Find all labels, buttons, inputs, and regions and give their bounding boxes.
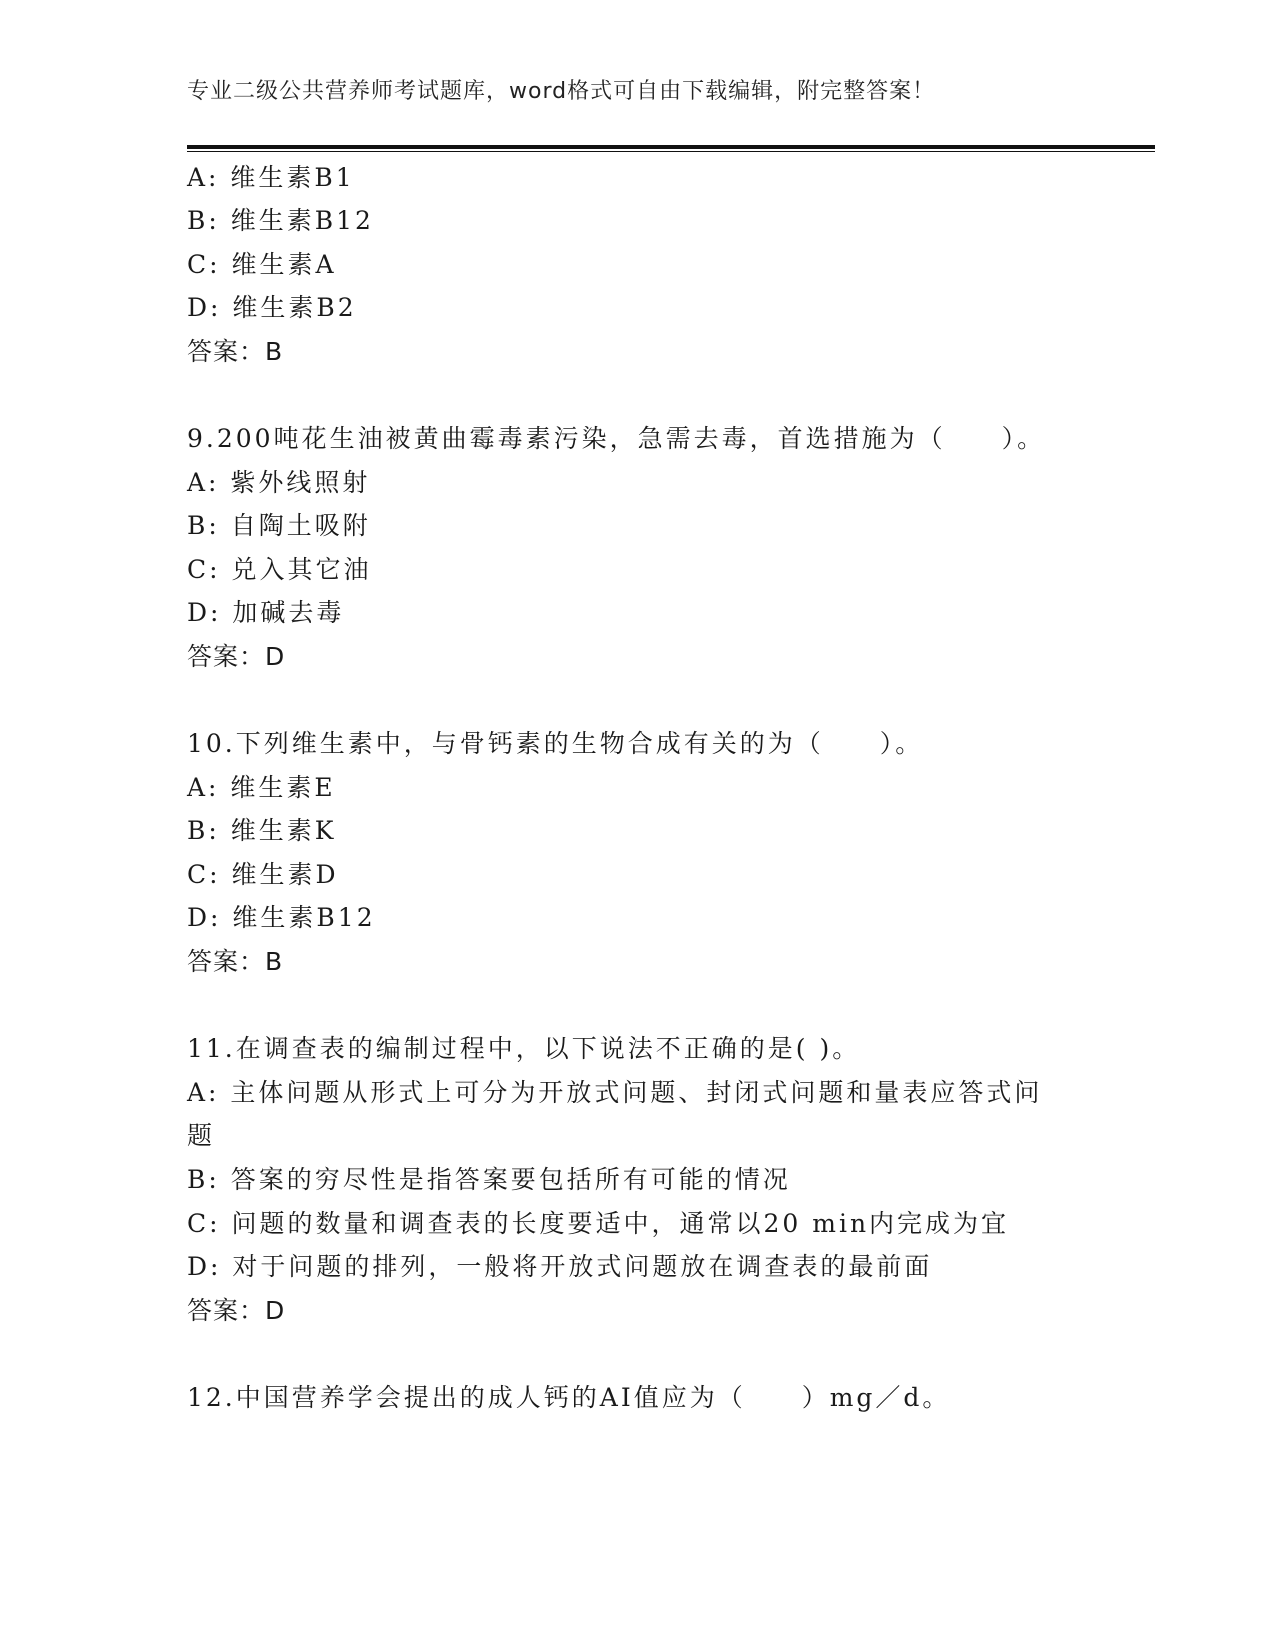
header-rule-thick [187, 145, 1155, 149]
q8-option-a: A: 维生素B1 [187, 163, 355, 192]
q8-answer: 答案：B [187, 337, 284, 366]
header-rule-thin [187, 151, 1155, 152]
q9-option-c: C: 兑入其它油 [187, 555, 372, 584]
q10-option-a: A: 维生素E [187, 773, 336, 802]
q12-question: 12.中国营养学会提出的成人钙的AI值应为（ ）mg／d。 [187, 1383, 951, 1412]
q10-answer: 答案：B [187, 947, 284, 976]
q8-option-d: D: 维生素B2 [187, 293, 357, 322]
q9-option-d: D: 加碱去毒 [187, 598, 345, 627]
q9-answer: 答案：D [187, 642, 286, 671]
q8-option-b: B: 维生素B12 [187, 206, 374, 235]
q11-answer: 答案：D [187, 1296, 286, 1325]
q9-option-b: B: 自陶土吸附 [187, 511, 371, 540]
q8-option-c: C: 维生素A [187, 250, 337, 279]
q9-question: 9.200吨花生油被黄曲霉毒素污染，急需去毒，首选措施为（ ）。 [187, 424, 1046, 453]
q11-option-a-line1: A: 主体问题从形式上可分为开放式问题、封闭式问题和量表应答式问 [187, 1078, 1043, 1107]
q11-option-c: C: 问题的数量和调查表的长度要适中，通常以20 min内完成为宜 [187, 1209, 1010, 1238]
q11-option-b: B: 答案的穷尽性是指答案要包括所有可能的情况 [187, 1165, 791, 1194]
q10-question: 10.下列维生素中，与骨钙素的生物合成有关的为（ ）。 [187, 729, 924, 758]
q10-option-c: C: 维生素D [187, 860, 339, 889]
q10-option-b: B: 维生素K [187, 816, 337, 845]
page-header: 专业二级公共营养师考试题库，word格式可自由下载编辑，附完整答案！ [187, 79, 936, 104]
q10-option-d: D: 维生素B12 [187, 903, 376, 932]
q9-option-a: A: 紫外线照射 [187, 468, 371, 497]
q11-question: 11.在调查表的编制过程中，以下说法不正确的是( )。 [187, 1034, 861, 1063]
q11-option-a-line2: 题 [187, 1121, 216, 1150]
q11-option-d: D: 对于问题的排列，一般将开放式问题放在调查表的最前面 [187, 1252, 933, 1281]
